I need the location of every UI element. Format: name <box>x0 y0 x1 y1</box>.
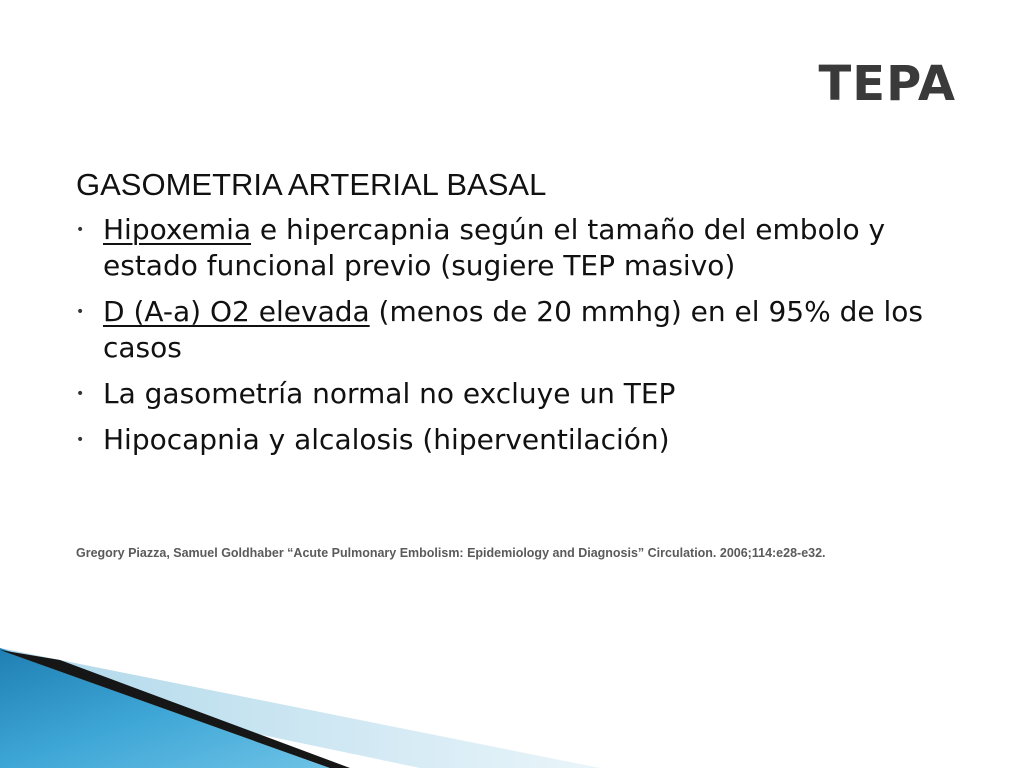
bullet-list <box>76 212 926 458</box>
corner-light-band <box>0 648 600 768</box>
bullet-icon: • <box>76 386 85 402</box>
list-item <box>76 376 926 412</box>
underlined-term: Hipoxemia <box>103 213 252 246</box>
bullet-text: e hipercapnia según el tamaño del embolo y estado funcional previo (sugiere TEP masivo) <box>103 213 886 282</box>
underlined-term: D (A-a) O2 elevada <box>103 295 370 328</box>
bullet-text: (menos de 20 mmhg) en el 95% de los casos <box>103 295 923 364</box>
slide-content <box>76 166 926 468</box>
bullet-icon: • <box>76 432 85 448</box>
list-item <box>76 422 926 458</box>
slide-title: TEPA <box>818 56 956 112</box>
corner-blue-wedge <box>0 648 340 768</box>
bullet-icon: • <box>76 304 85 320</box>
list-item <box>76 212 926 284</box>
bullet-text: La gasometría normal no excluye un TEP <box>103 377 676 410</box>
reference-citation: Gregory Piazza, Samuel Goldhaber “Acute Pulmonary Embolism: Epidemiology and Diagnosis” Circulation. 2006;114:e28-e32. <box>76 546 826 560</box>
list-item <box>76 294 926 366</box>
bullet-text: Hipocapnia y alcalosis (hiperventilación) <box>103 423 670 456</box>
bullet-icon: • <box>76 222 85 238</box>
section-heading: GASOMETRIA ARTERIAL BASAL <box>76 167 547 202</box>
corner-dark-stripe <box>0 650 350 768</box>
